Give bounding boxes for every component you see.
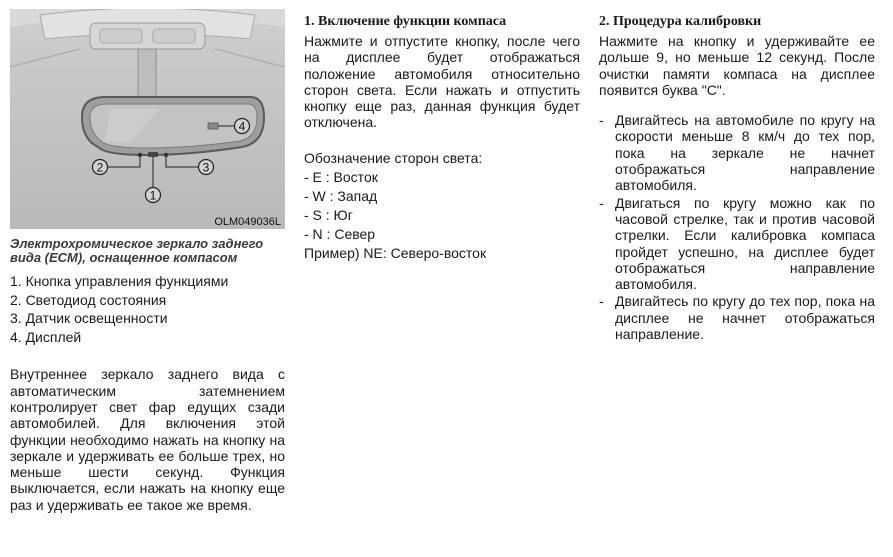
svg-text:3: 3 bbox=[202, 160, 210, 175]
mirror-illustration bbox=[10, 9, 285, 229]
mirror-figure bbox=[10, 9, 285, 229]
direction-item: - S : Юг bbox=[304, 206, 353, 223]
bullet-dash: - bbox=[599, 112, 604, 129]
callout-4 bbox=[235, 119, 250, 134]
svg-text:1: 1 bbox=[149, 188, 157, 203]
calibration-section-heading: 2. Процедура калибровки bbox=[599, 14, 762, 29]
compass-section-heading: 1. Включение функции компаса bbox=[304, 14, 507, 29]
direction-example: Пример) NE: Северо-восток bbox=[304, 244, 487, 261]
callout-3 bbox=[199, 160, 214, 175]
calibration-section-text: Нажмите на кнопку и удерживайте ее дольше 9, но меньше 12 секунд. После очистки памяти компаса на дисплее появится буква "C". bbox=[599, 33, 875, 98]
function-button bbox=[148, 152, 158, 157]
direction-item: - W : Запад bbox=[304, 187, 378, 204]
status-led bbox=[138, 153, 142, 157]
compass-section-text: Нажмите и отпустите кнопку, после чего на дисплее будет отображаться положение автомобиля относительно сторон света. Если нажать и отпустить кнопку еще раз, данная функция будет отключена. bbox=[304, 33, 580, 131]
calibration-steps bbox=[599, 112, 875, 342]
bullet-dash: - bbox=[599, 194, 604, 211]
svg-text:2: 2 bbox=[96, 160, 104, 175]
light-sensor bbox=[164, 153, 168, 157]
right-column bbox=[599, 0, 875, 343]
callout-2 bbox=[93, 160, 108, 175]
left-column bbox=[10, 0, 285, 513]
legend-item: 3. Датчик освещенности bbox=[10, 310, 168, 327]
bullet-text: Двигайтесь по кругу до тех пор, пока на дисплее не начнет отображаться направление. bbox=[615, 293, 875, 343]
bullet-text: Двигаться по кругу можно как по часовой стрелке, так и против часовой стрелки. Если калибровка компаса пройдет успешно, на дисплее будет отображаться направление автомобиля. bbox=[615, 194, 875, 293]
figure-code: OLM049036L bbox=[214, 216, 281, 228]
intro-paragraph: Внутреннее зеркало заднего вида с автоматическим затемнением контролирует свет фар едущих сзади автомобилей. Для включения этой функции необходимо нажать на кнопку на зеркале и удерживать ее больше трех, но меньше шести секунд. Функция выключается, если нажать на кнопку еще раз и удерживать ее такое же время. bbox=[10, 366, 285, 513]
svg-text:4: 4 bbox=[238, 119, 246, 134]
callout-1 bbox=[146, 188, 161, 203]
bullet-text: Двигайтесь на автомобиле по кругу на скорости меньше 8 км/ч до тех пор, пока на зеркале не начнет отображаться направление автомобиля. bbox=[615, 112, 875, 194]
list-item bbox=[599, 293, 875, 342]
legend-item: 2. Светодиод состояния bbox=[10, 291, 167, 308]
list-item bbox=[599, 195, 875, 293]
middle-column bbox=[304, 0, 580, 263]
legend-list bbox=[10, 272, 285, 346]
direction-item: - N : Север bbox=[304, 225, 376, 242]
legend-item: 1. Кнопка управления функциями bbox=[10, 273, 229, 289]
figure-caption: Электрохромическое зеркало заднего вида (ECM), оснащенное компасом bbox=[10, 236, 264, 265]
direction-item: - E : Восток bbox=[304, 168, 378, 185]
directions-list bbox=[304, 168, 580, 244]
directions-title: Обозначение сторон света: bbox=[304, 149, 483, 166]
legend-item: 4. Дисплей bbox=[10, 328, 82, 345]
list-item bbox=[599, 112, 875, 193]
compass-display bbox=[208, 123, 218, 129]
bullet-dash: - bbox=[599, 293, 604, 310]
